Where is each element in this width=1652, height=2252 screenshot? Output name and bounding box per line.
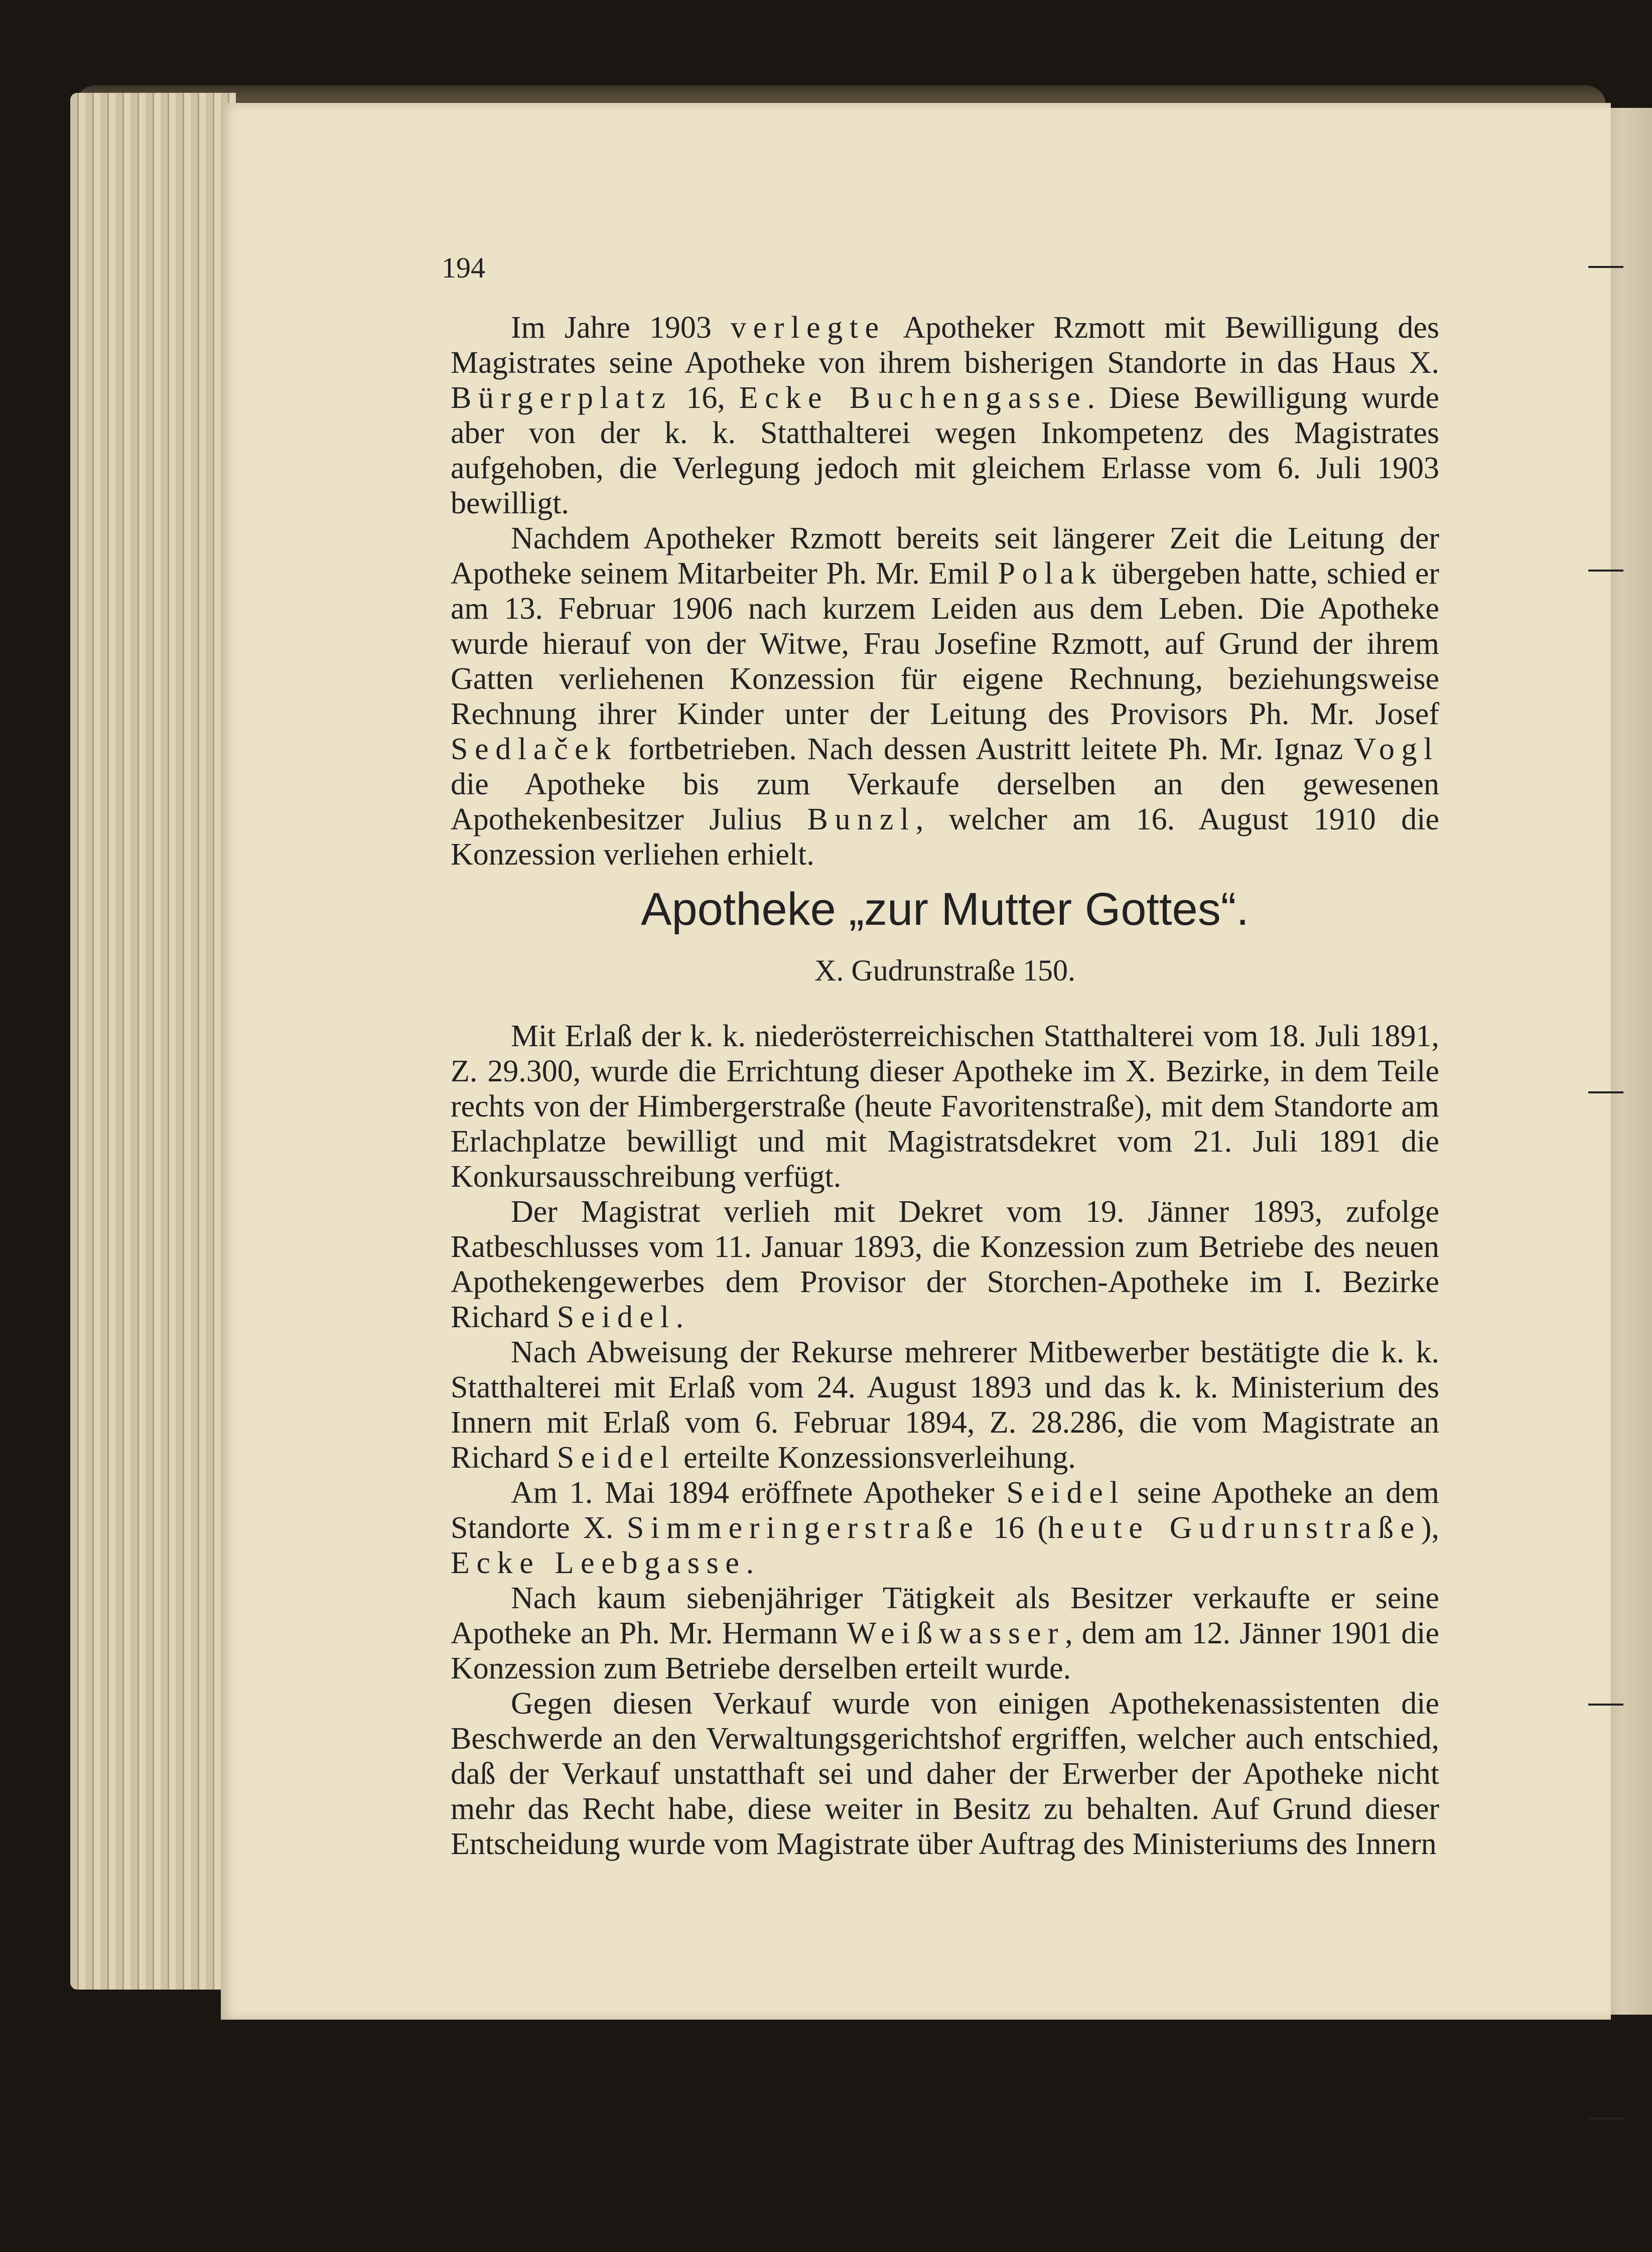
spaced-name: Weißwasser [847,1616,1065,1650]
paragraph [451,1686,1439,1862]
spaced-name: heute Gudrunstraße [1048,1511,1421,1545]
text-run: Nach Abweisung der Rekurse mehrerer Mitbewerber bestätigte die k. k. Statthalterei mit Erlaß vom 24. August 1893 und das k. k. Ministerium des Innern mit Erlaß vom 6. Februar 1894, Z. 28.286, die vom Magistrate an Richard [451,1335,1439,1475]
paragraph [451,1019,1439,1194]
paragraph [451,521,1439,872]
page-number: 194 [442,251,485,284]
text-run: Gegen diesen Verkauf wurde von einigen Apothekenassistenten die Beschwerde an den Verwaltungsgerichtshof ergriffen, welcher auch entschied, daß der Verkauf unstatthaft sei und daher der Erwerber der Apotheke nicht mehr das Recht habe, diese weiter in Besitz zu behalten. Auf Grund dieser Entscheidung wurde vom Magistrate über Auftrag des Ministeriums des Innern [451,1686,1439,1861]
spaced-name: Vogl [1353,732,1439,766]
page-marker [1588,1704,1623,1706]
text-run: , dem am 12. Jänner 1901 die Konzession zum Betriebe derselben erteilt wurde. [451,1616,1440,1685]
text-run: Nach kaum siebenjähriger Tätigkeit als Besitzer verkaufte er seine Apotheke an Ph. Mr. Hermann [451,1581,1439,1650]
text-run: , welcher am 16. August 1910 die Konzession verliehen erhielt. [451,802,1439,872]
text-run: . [675,1300,684,1334]
text-run: fortbetrieben. Nach dessen Austritt leitete Ph. Mr. Ignaz [617,732,1354,766]
text-run: die Apotheke bis zum Verkaufe derselben an den gewesenen Apothekenbesitzer Julius [451,767,1439,836]
text-run: Am 1. Mai 1894 eröffnete Apotheker [511,1476,1007,1510]
text-run: Apotheker Rzmott mit Bewilligung des Magistrates seine Apotheke von ihrem bisherigen Standorte in das Haus X. [451,311,1439,380]
section-heading: Apotheke „zur Mutter Gottes“. [641,884,1249,935]
text-run: Nachdem Apotheker Rzmott bereits seit längerer Zeit die Leitung der Apotheke seinem Mitarbeiter Ph. Mr. Emil [451,521,1439,591]
page-marker [1588,1091,1623,1093]
paragraph [451,1194,1439,1335]
text-run: . [746,1546,754,1580]
text-run: 16 ( [980,1511,1048,1545]
spaced-name: verlegte [731,311,886,345]
section-address: X. Gudrunstraße 150. [814,954,1075,987]
spaced-name: Ecke Buchengasse [739,381,1087,415]
spaced-name: Seidel [557,1441,676,1475]
text-run: seine Apotheke an dem Standorte X. [451,1476,1439,1545]
page-marker [1588,266,1623,268]
body-text-section-1 [451,310,1439,872]
paragraph [451,1335,1439,1475]
paragraph [451,310,1439,521]
spaced-name: Bunzl [807,802,916,836]
paragraph [451,1475,1439,1581]
text-run: Mit Erlaß der k. k. niederösterreichischen Statthalterei vom 18. Juli 1891, Z. 29.300, wurde die Errichtung dieser Apotheke im X. Bezirke, in dem Teile rechts von der Himbergerstraße (heute Favoritenstraße), mit dem Standorte am Erlachplatze bewilligt und mit Magistratsdekret vom 21. Juli 1891 die Konkursausschreibung verfügt. [451,1019,1439,1194]
spaced-name: Simmeringerstraße [626,1511,980,1545]
spaced-name: Sedlaček [451,732,618,766]
spaced-name: Bürgerplatz [451,381,672,415]
page-marker [1588,570,1623,572]
body-text-section-2 [451,1019,1439,1862]
spaced-name: Ecke Leebgasse [451,1546,746,1580]
text-run: ), [1421,1511,1439,1545]
page-marker [1588,2118,1623,2120]
text-run: . Diese Bewilligung wurde aber von der k. k. Statthalterei wegen Inkompetenz des Magistrates aufgehoben, die Verlegung jedoch mit gleichem Erlasse vom 6. Juli 1903 bewilligt. [451,381,1439,520]
spaced-name: Polak [998,556,1103,591]
paragraph [451,1581,1439,1686]
text-run: übergeben hatte, schied er am 13. Februar 1906 nach kurzem Leiden aus dem Leben. Die Apotheke wurde hierauf von der Witwe, Frau Josefine Rzmott, auf Grund der ihrem Gatten verliehenen Konzession für eigene Rechnung, beziehungsweise Rechnung ihrer Kinder unter der Leitung des Provisors Ph. Mr. Josef [451,556,1439,731]
text-run: 16, [672,381,739,415]
text-run: erteilte Konzessionsverleihung. [675,1441,1076,1475]
page-stack-edge [70,93,236,1990]
spaced-name: Seidel [1006,1476,1126,1510]
spaced-name: Seidel [557,1300,676,1334]
text-run: Der Magistrat verlieh mit Dekret vom 19. Jänner 1893, zufolge Ratbeschlusses vom 11. Januar 1893, die Konzession zum Betriebe des neuen Apothekengewerbes dem Provisor der Storchen-Apotheke im I. Bezirke Richard [451,1195,1439,1334]
text-run: Im Jahre 1903 [511,311,731,345]
